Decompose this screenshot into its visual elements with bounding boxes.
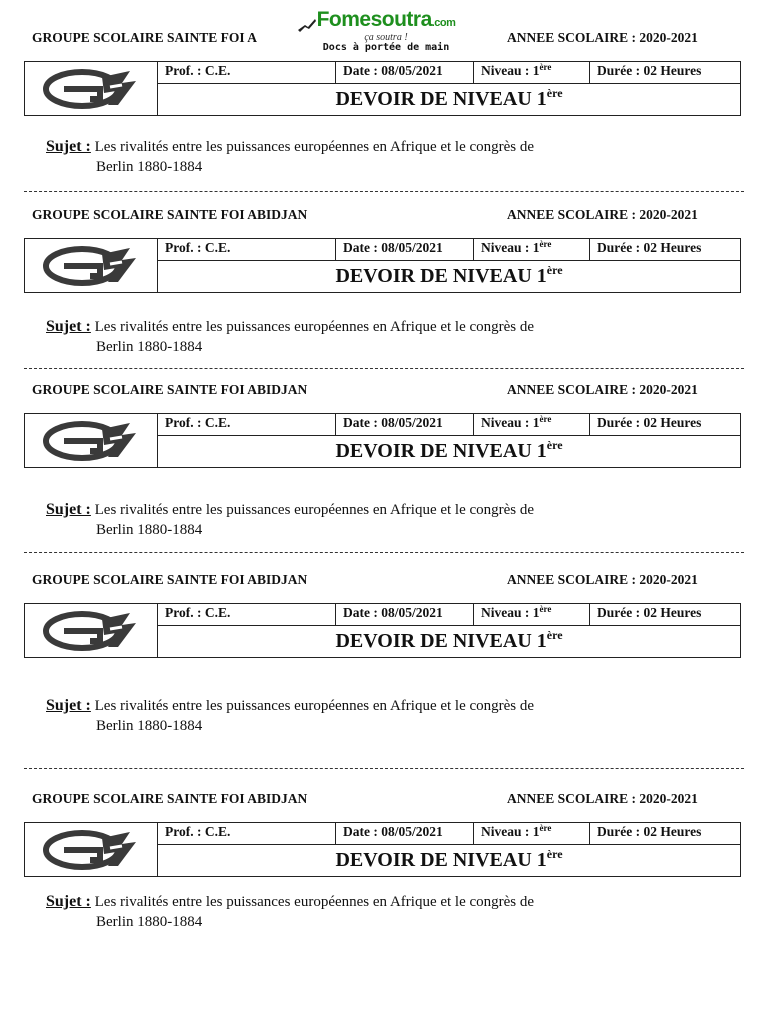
niveau-cell [474,239,590,260]
subject-label: Sujet : [46,697,91,714]
exam-block-3 [0,382,768,538]
niveau-cell [474,62,590,83]
prof-cell: Prof. : C.E. [158,414,336,435]
cut-line [24,552,744,553]
school-logo [25,823,158,876]
subject [46,500,726,540]
exam-info-row [158,239,740,261]
niveau-sup: ère [539,62,552,72]
prof-cell: Prof. : C.E. [158,604,336,625]
exam-title [158,84,740,115]
subject-line-1: Les rivalités entre les puissances européennes en Afrique et le congrès de [94,139,535,155]
exam-title-text: DEVOIR DE NIVEAU 1 [335,265,547,287]
exam-title-sup: ère [546,847,563,861]
gsf-logo-icon [42,419,140,463]
watermark-tagline: ça soutra ! [364,32,408,43]
exam-title-sup: ère [546,86,563,100]
duree-cell: Durée : 02 Heures [597,824,702,839]
subject-line-1: Les rivalités entre les puissances européennes en Afrique et le congrès de [94,894,535,910]
watermark-domain: .com [431,17,456,29]
date-cell: Date : 08/05/2021 [336,62,474,83]
exam-title-sup: ère [546,263,563,277]
subject-label: Sujet : [46,138,91,155]
school-logo [25,62,158,115]
subject-line-1: Les rivalités entre les puissances européennes en Afrique et le congrès de [94,698,535,714]
exam-title [158,845,740,876]
exam-title-sup: ère [546,628,563,642]
subject-line-1: Les rivalités entre les puissances européennes en Afrique et le congrès de [94,319,535,335]
duree-cell: Durée : 02 Heures [597,605,702,620]
niveau-sup: ère [539,604,552,614]
exam-title [158,261,740,292]
exam-info-table [24,238,741,293]
gsf-logo-icon [42,828,140,872]
exam-title [158,436,740,467]
subject-label: Sujet : [46,318,91,335]
school-year: ANNEE SCOLAIRE : 2020-2021 [507,30,698,45]
subject-line-2: Berlin 1880-1884 [96,718,203,734]
exam-title-text: DEVOIR DE NIVEAU 1 [335,630,547,652]
exam-info-table [24,413,741,468]
duree-cell: Durée : 02 Heures [597,63,702,78]
subject-label: Sujet : [46,893,91,910]
exam-info-row [158,414,740,436]
date-cell: Date : 08/05/2021 [336,239,474,260]
niveau-sup: ère [539,823,552,833]
school-logo [25,414,158,467]
prof-cell: Prof. : C.E. [158,62,336,83]
cut-line [24,368,744,369]
subject [46,696,726,736]
school-name: GROUPE SCOLAIRE SAINTE FOI ABIDJAN [32,791,308,806]
exam-info-table [24,603,741,658]
subject [46,137,726,177]
school-name: GROUPE SCOLAIRE SAINTE FOI ABIDJAN [32,382,308,397]
prof-cell: Prof. : C.E. [158,239,336,260]
school-logo [25,604,158,657]
subject-line-1: Les rivalités entre les puissances européennes en Afrique et le congrès de [94,502,535,518]
date-cell: Date : 08/05/2021 [336,414,474,435]
duree-cell: Durée : 02 Heures [597,415,702,430]
watermark-subtitle: Docs à portée de main [322,42,450,53]
school-name: GROUPE SCOLAIRE SAINTE FOI A [32,30,258,45]
exam-title [158,626,740,657]
gsf-logo-icon [42,609,140,653]
exam-block-1 [0,30,768,180]
exam-block-2 [0,207,768,357]
exam-block-5 [0,791,768,941]
school-name: GROUPE SCOLAIRE SAINTE FOI ABIDJAN [32,207,308,222]
school-year: ANNEE SCOLAIRE : 2020-2021 [507,207,698,222]
school-year: ANNEE SCOLAIRE : 2020-2021 [507,382,698,397]
school-name: GROUPE SCOLAIRE SAINTE FOI ABIDJAN [32,572,308,587]
cut-line [24,191,744,192]
subject-line-2: Berlin 1880-1884 [96,339,203,355]
exam-info-table [24,61,741,116]
prof-cell: Prof. : C.E. [158,823,336,844]
niveau-text: Niveau : 1 [481,605,540,620]
date-cell: Date : 08/05/2021 [336,604,474,625]
school-logo [25,239,158,292]
subject [46,892,726,932]
subject-label: Sujet : [46,501,91,518]
watermark-brand: Fomesoutra.com [316,8,456,31]
niveau-cell [474,823,590,844]
exam-info-row [158,62,740,84]
niveau-sup: ère [539,239,552,249]
niveau-sup: ère [539,414,552,424]
niveau-text: Niveau : 1 [481,63,540,78]
exam-title-text: DEVOIR DE NIVEAU 1 [335,440,547,462]
exam-title-sup: ère [546,438,563,452]
exam-info-row [158,604,740,626]
exam-info-table [24,822,741,877]
exam-title-text: DEVOIR DE NIVEAU 1 [335,849,547,871]
exam-info-row [158,823,740,845]
exam-title-text: DEVOIR DE NIVEAU 1 [335,88,547,110]
school-year: ANNEE SCOLAIRE : 2020-2021 [507,572,698,587]
cut-line [24,768,744,769]
date-cell: Date : 08/05/2021 [336,823,474,844]
duree-cell: Durée : 02 Heures [597,240,702,255]
niveau-cell [474,604,590,625]
niveau-text: Niveau : 1 [481,415,540,430]
niveau-text: Niveau : 1 [481,240,540,255]
gsf-logo-icon [42,244,140,288]
subject [46,317,726,357]
subject-line-2: Berlin 1880-1884 [96,914,203,930]
gsf-logo-icon [42,67,140,111]
subject-line-2: Berlin 1880-1884 [96,522,203,538]
exam-block-4 [0,572,768,734]
niveau-cell [474,414,590,435]
niveau-text: Niveau : 1 [481,824,540,839]
school-year: ANNEE SCOLAIRE : 2020-2021 [507,791,698,806]
subject-line-2: Berlin 1880-1884 [96,159,203,175]
